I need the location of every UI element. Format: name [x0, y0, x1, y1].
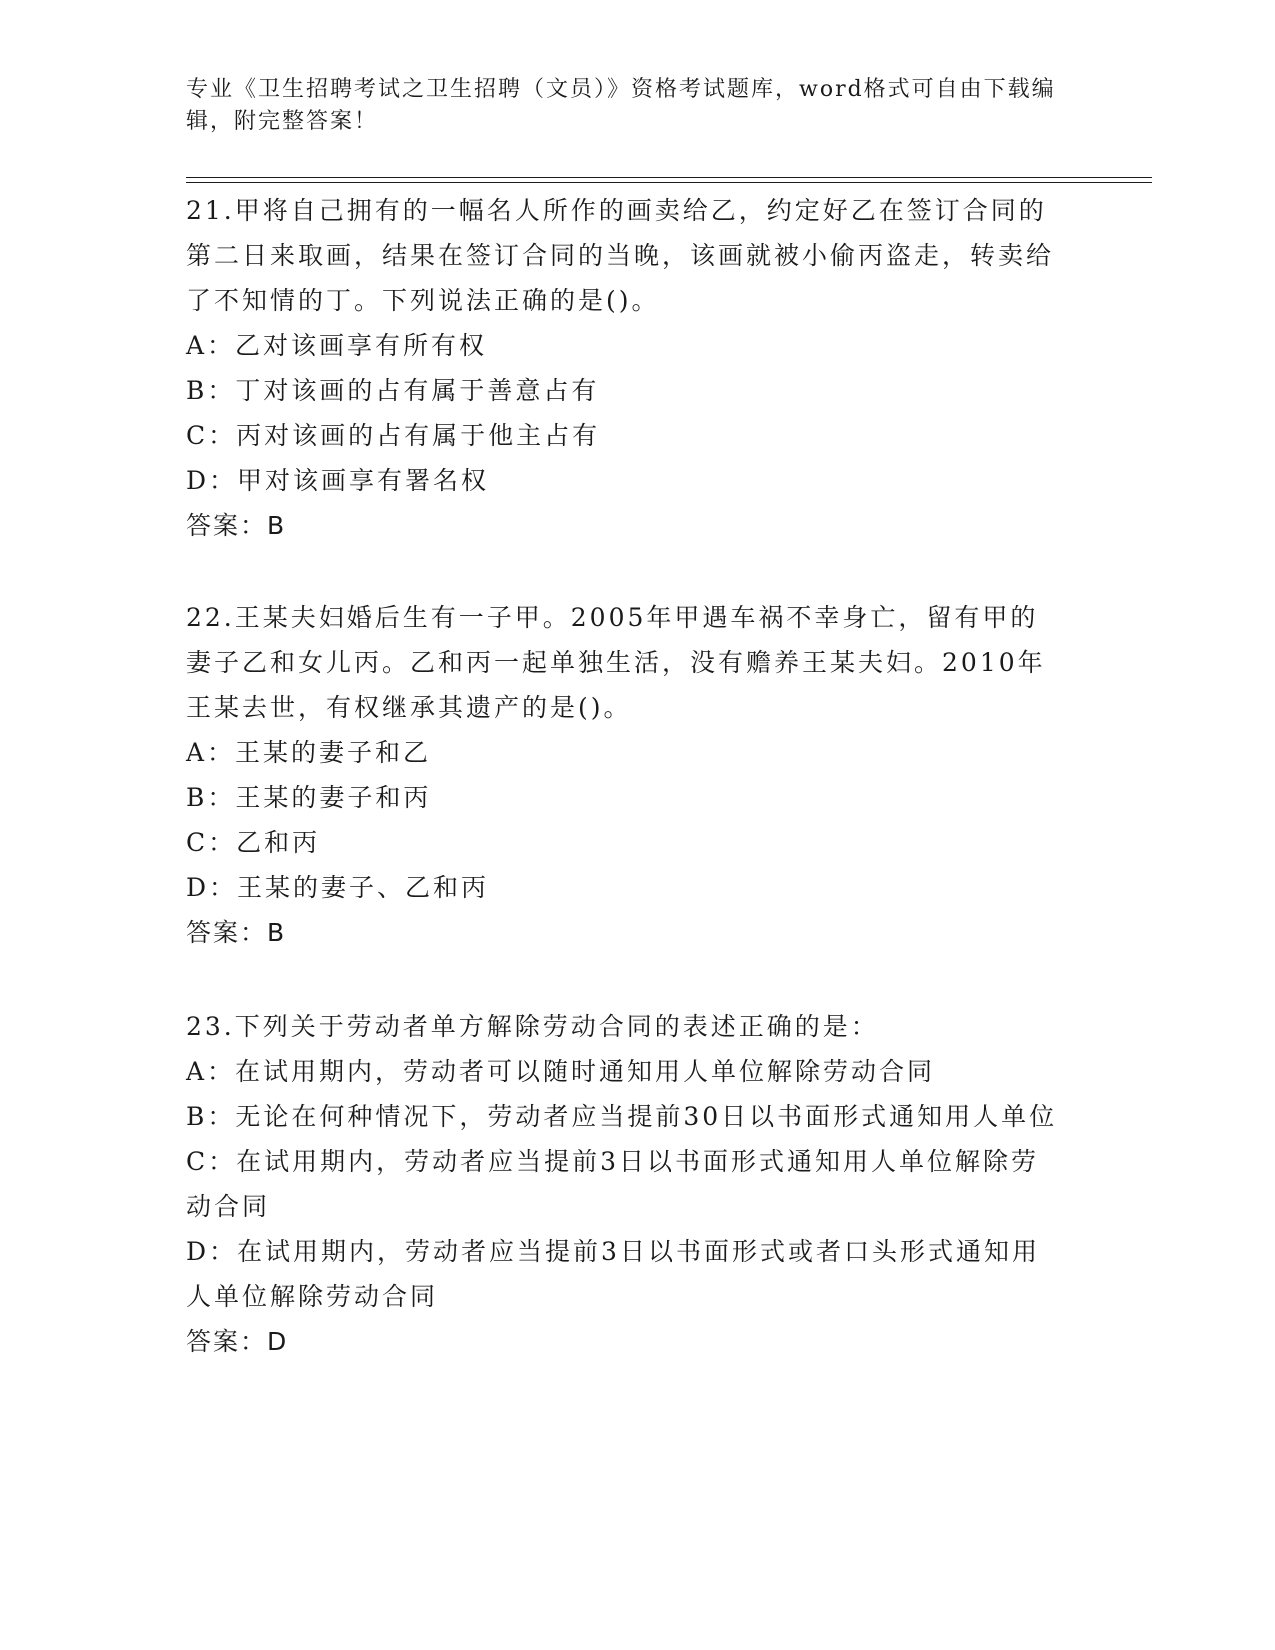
- question-text: 21.甲将自己拥有的一幅名人所作的画卖给乙，约定好乙在签订合同的第二日来取画，结果在签订合同的当晚，该画就被小偷丙盗走，转卖给了不知情的丁。下列说法正确的是()。: [186, 196, 1055, 315]
- header-rule-top: [186, 177, 1152, 178]
- option-c: C：乙和丙: [186, 828, 321, 857]
- question-22: [186, 595, 1066, 955]
- option-d: D：在试用期内，劳动者应当提前3日以书面形式或者口头形式通知用人单位解除劳动合同: [186, 1237, 1040, 1311]
- option-a: A：在试用期内，劳动者可以随时通知用人单位解除劳动合同: [186, 1057, 936, 1086]
- answer: 答案：D: [186, 1327, 289, 1356]
- option-b: B：王某的妻子和丙: [186, 783, 432, 812]
- option-c: C：丙对该画的占有属于他主占有: [186, 421, 601, 450]
- question-21: [186, 188, 1066, 548]
- option-d: D：甲对该画享有署名权: [186, 466, 490, 495]
- question-text: 23.下列关于劳动者单方解除劳动合同的表述正确的是：: [186, 1012, 879, 1041]
- option-b: B：无论在何种情况下，劳动者应当提前30日以书面形式通知用人单位: [186, 1102, 1058, 1131]
- question-23: [186, 1004, 1066, 1364]
- option-a: A：王某的妻子和乙: [186, 738, 432, 767]
- option-d: D：王某的妻子、乙和丙: [186, 873, 490, 902]
- answer: 答案：B: [186, 511, 287, 540]
- option-c: C：在试用期内，劳动者应当提前3日以书面形式通知用人单位解除劳动合同: [186, 1147, 1040, 1221]
- document-header: 专业《卫生招聘考试之卫生招聘（文员）》资格考试题库，word格式可自由下载编辑，附完整答案！: [186, 77, 1056, 134]
- header-rule-bottom: [186, 182, 1152, 183]
- question-text: 22.王某夫妇婚后生有一子甲。2005年甲遇车祸不幸身亡，留有甲的妻子乙和女儿丙。乙和丙一起单独生活，没有赡养王某夫妇。2010年王某去世，有权继承其遗产的是()。: [186, 603, 1046, 722]
- option-b: B：丁对该画的占有属于善意占有: [186, 376, 600, 405]
- option-a: A：乙对该画享有所有权: [186, 331, 488, 360]
- answer: 答案：B: [186, 918, 287, 947]
